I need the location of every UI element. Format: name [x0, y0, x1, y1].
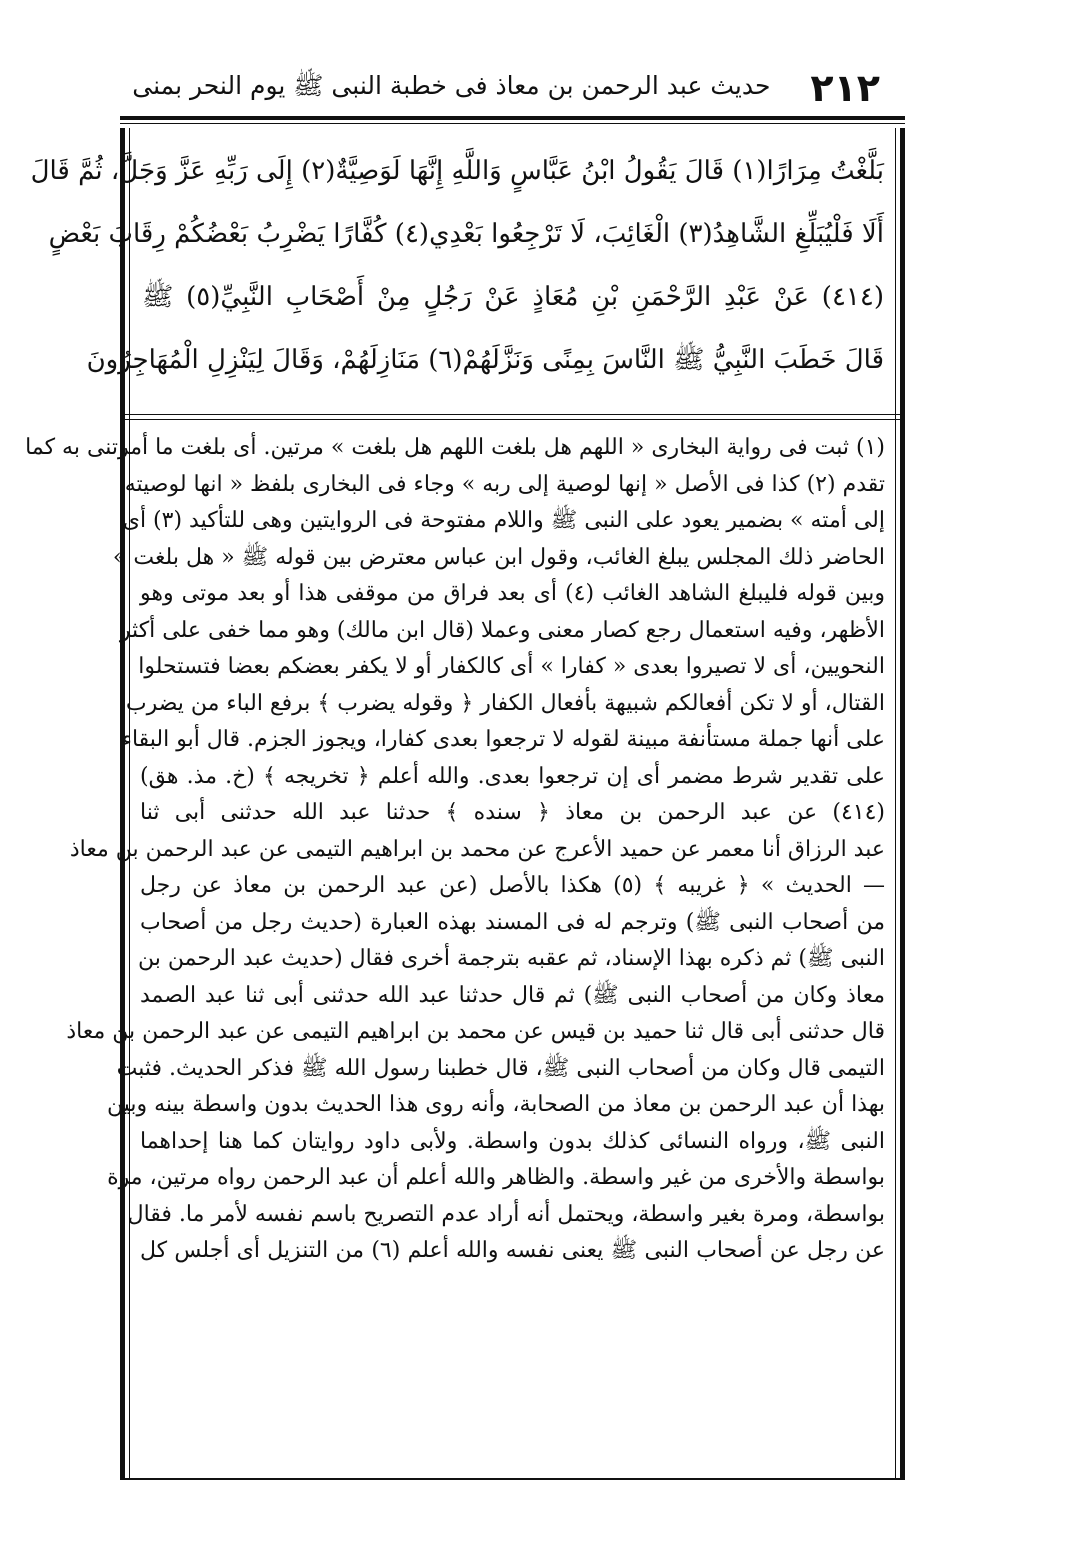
hadith-line: قَالَ خَطَبَ النَّبِيُّ ﷺ النَّاسَ بِمِنًى وَنَزَّلَهُمْ(٦) مَنَازِلَهُمْ، وَقَالَ لِيَنْزِلِ الْمُهَاجِرُونَ — [86, 345, 884, 375]
footnote-line: على تقدير شرط مضمر أى إن ترجعوا بعدى. والله أعلم ﴿ تخريجه ﴾ (خ. مذ. هق) — [140, 763, 885, 789]
footnote-line: (٤١٤) عن عبد الرحمن بن معاذ ﴿ سنده ﴾ حدثنا عبد الله حدثنى أبى ثنا — [140, 800, 885, 825]
footnote-line: عن رجل عن أصحاب النبى ﷺ يعنى نفسه والله أعلم (٦) من التنزيل أى أجلس كل — [140, 1238, 885, 1263]
footnote-line: قال حدثنى أبى قال ثنا حميد بن قيس عن محمد بن ابراهيم التيمى عن عبد الرحمن بن معاذ — [66, 1019, 885, 1044]
header-rule — [120, 116, 905, 120]
footnote-line: بواسطة والأخرى من غير واسطة. والظاهر والله أعلم أن عبد الرحمن رواه مرتين، مرة — [107, 1165, 885, 1190]
footnote-line: التيمى قال وكان من أصحاب النبى ﷺ، قال خطبنا رسول الله ﷺ فذكر الحديث. فثبت — [116, 1055, 885, 1081]
footnote-line: بهذا أن عبد الرحمن بن معاذ من الصحابة، وأنه روى هذا الحديث بدون واسطة بينه وبين — [106, 1092, 885, 1117]
footnote-line: معاذ وكان من أصحاب النبى ﷺ) ثم قال حدثنا عبد الله حدثنى أبى ثنا عبد الصمد — [140, 982, 885, 1008]
footnote-line: النبى ﷺ) ثم ذكره بهذا الإسناد، ثم عقبه بترجمة أخرى فقال (حديث عبد الرحمن بن — [138, 946, 885, 971]
hadith-line: أَلَا فَلْيُبَلِّغِ الشَّاهِدُ(٣) الْغَائِبَ، لَا تَرْجِعُوا بَعْدِي(٤) كُفَّارًا يَضْرِبُ بَعْضُكُمْ رِقَابَ بَعْضٍ — [48, 219, 884, 249]
footnote-line: على أنها جملة مستأنفة مبينة لقوله لا ترجعوا بعدى كفارا، ويجوز الجزم. قال أبو البقاء — [121, 727, 885, 752]
hadith-line: (٤١٤) عَنْ عَبْدِ الرَّحْمَنِ بْنِ مُعَاذٍ عَنْ رَجُلٍ مِنْ أَصْحَابِ النَّبِيِّ(٥) ﷺ — [142, 282, 884, 312]
header-rule-thin — [120, 123, 905, 124]
footnote-divider-thin — [125, 419, 900, 420]
footnote-line: النحويين، أى لا تصيروا بعدى « كفارا » أى كالكفار أو لا يكفر بعضكم بعضا فتستحلوا — [138, 654, 885, 679]
footnote-line: عبد الرزاق أنا معمر عن حميد الأعرج عن محمد بن ابراهيم التيمى عن عبد الرحمن بن معاذ — [69, 836, 885, 862]
footnote-line: — الحديث » ﴿ غريبه ﴾ (٥) هكذا بالأصل (عن عبد الرحمن بن معاذ عن رجل — [140, 873, 885, 898]
footnote-line: (١) ثبت فى رواية البخارى « اللهم هل بلغت اللهم هل بلغت » مرتين. أى بلغت ما أمرتنى به كما — [25, 435, 885, 460]
footnote-divider — [125, 414, 900, 415]
footnote-line: إلى أمته » بضمير يعود على النبى ﷺ واللام مفتوحة فى الروايتين وهى للتأكيد (٣) أى — [122, 508, 885, 533]
footnote-line: بواسطة، ومرة بغير واسطة، ويحتمل أنه أراد عدم التصريح باسم نفسه لأمر ما. فقال — [127, 1201, 885, 1227]
hadith-line: بَلَّغْتُ مِرَارًا(١) قَالَ يَقُولُ ابْنُ عَبَّاسٍ وَاللَّهِ إِنَّهَا لَوَصِيَّةٌ(٢) إِلَى رَبِّهِ عَزَّ وَجَلَّ، ثُمَّ قَالَ — [30, 156, 884, 186]
footnote-line: وبين قوله فليبلغ الشاهد الغائب (٤) أى بعد فراق من موقفى هذا أو بعد موتى وهو — [140, 581, 885, 606]
footnote-line: النبى ﷺ، ورواه النسائى كذلك بدون واسطة. ولأبى داود روايتان كما هنا إحداهما — [140, 1128, 885, 1154]
footnote-line: من أصحاب النبى ﷺ) وترجم له فى المسند بهذه العبارة (حديث رجل من أصحاب — [140, 909, 885, 935]
footnote-line: الحاضر ذلك المجلس يبلغ الغائب، وقول ابن عباس معترض بين قوله ﷺ « هل بلغت » — [112, 544, 885, 570]
hadith-text — [30, 140, 884, 392]
page-header — [120, 62, 880, 114]
footnote-line: الأظهر، وفيه استعمال رجع كصار معنى وعملا (قال ابن مالك) وهو مما خفى على أكثر — [119, 617, 885, 643]
footnote-line: القتال، أو لا تكن أفعالكم شبيهة بأفعال الكفار ﴿ وقوله يضرب ﴾ برفع الباء من يضرب — [125, 690, 885, 716]
page-number: ٢١٢ — [810, 66, 880, 110]
running-title: حديث عبد الرحمن بن معاذ فى خطبة النبى ﷺ يوم النحر بمنى — [132, 70, 771, 100]
footnotes — [25, 430, 885, 1270]
footnote-line: تقدم (٢) كذا فى الأصل « إنها لوصية إلى ربه » وجاء فى البخارى بلفظ « انها لوصيته — [124, 471, 885, 497]
